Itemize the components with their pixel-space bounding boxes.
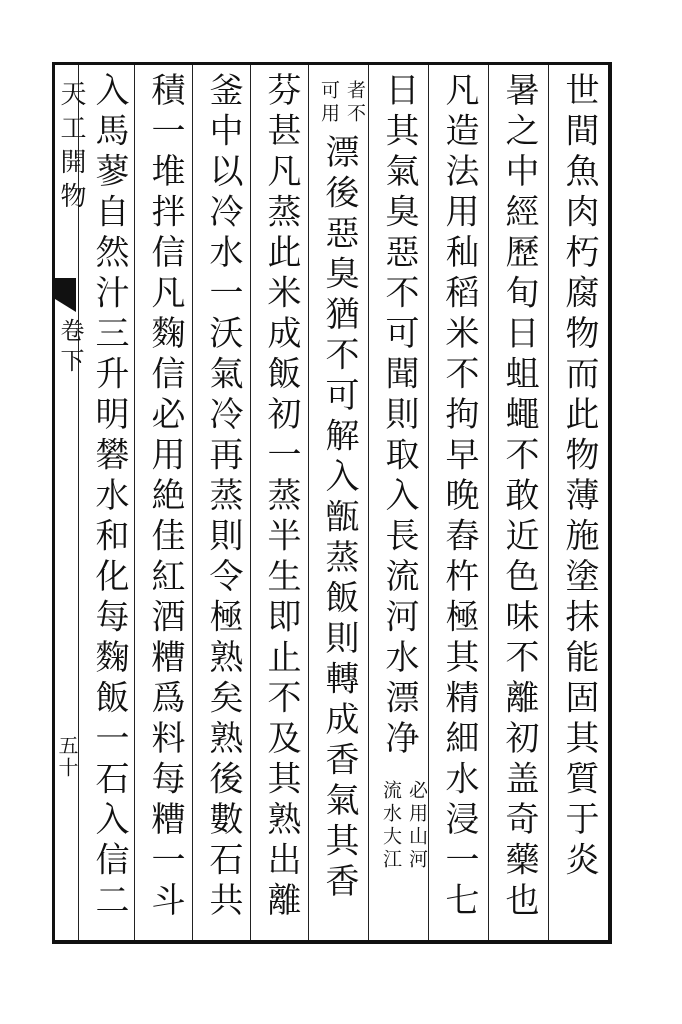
text-column-7: 釜中以冷水一沃氣冷再蒸則令極熟矣熟後數石共 [203, 72, 243, 923]
book-title: 天工開物 [56, 80, 86, 216]
text-column-2: 暑之中經歷旬日蛆蠅不敢近色味不離初盖奇藥也 [499, 72, 539, 923]
text-column-9: 入馬蓼自然汁三升明礬水和化每麴飯一石入信二 [89, 72, 129, 923]
annotation-col5-right: 者不 [344, 80, 366, 126]
text-column-4: 日其氣臭惡不可聞則取入長流河水漂净 [379, 72, 419, 761]
column-rule [134, 65, 135, 940]
text-column-8: 積一堆拌信凡麴信必用絶佳紅酒糟爲料每糟一斗 [145, 72, 185, 923]
column-rule [250, 65, 251, 940]
frame-right-border [608, 62, 612, 944]
frame-top-border [52, 62, 612, 65]
column-rule [548, 65, 549, 940]
annotation-col4-right: 必用山河 [406, 780, 428, 872]
annotation-col5-left: 可用 [318, 80, 340, 126]
column-rule [488, 65, 489, 940]
column-rule [308, 65, 309, 940]
text-column-5: 漂後惡臭猶不可解入甑蒸飯則轉成香氣其香 [319, 134, 359, 904]
page-number: 五十 [55, 735, 79, 779]
volume-label: 卷下 [56, 318, 84, 378]
frame-bottom-border [52, 940, 612, 944]
column-rule [368, 65, 369, 940]
column-rule [428, 65, 429, 940]
text-column-6: 芬甚凡蒸此米成飯初一蒸半生即止不及其熟出離 [261, 72, 301, 923]
text-column-3: 凡造法用秈稻米不拘早晚舂杵極其精細水浸一七 [439, 72, 479, 923]
annotation-col4-left: 流水大江 [380, 780, 402, 872]
text-column-1: 世間魚肉朽腐物而此物薄施塗抹能固其質于炎 [559, 72, 599, 882]
column-rule [192, 65, 193, 940]
